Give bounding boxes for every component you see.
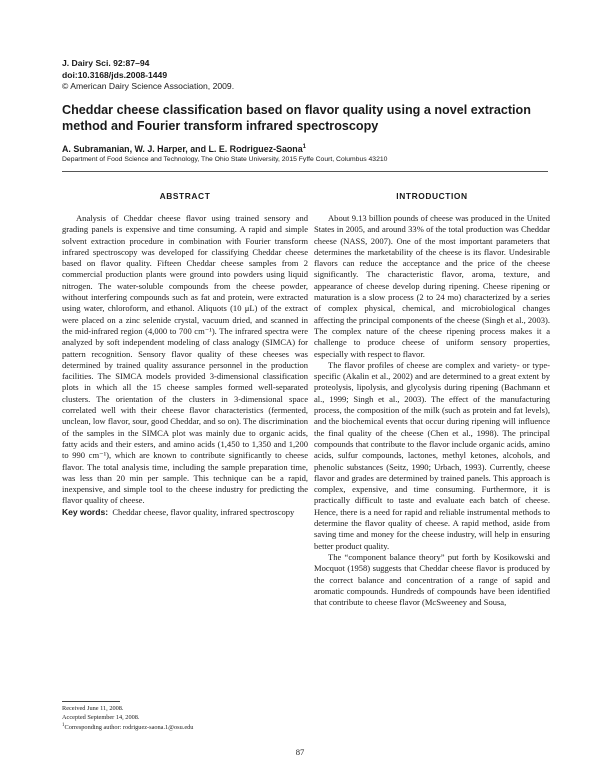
paper-title: Cheddar cheese classification based on flavor quality using a novel extraction method and Fourier transform infrared spectroscopy <box>62 103 531 133</box>
corresponding-mark: 1 <box>62 723 65 728</box>
keywords <box>62 507 308 518</box>
footnotes <box>62 701 312 733</box>
keywords-label: Key words: <box>62 506 109 517</box>
intro-paragraph: About 9.13 billion pounds of cheese was produced in the United States in 2005, and around 33% of the total production was Cheddar cheese (NASS, 2007). One of the most important parameters that determines the marketability of the cheese is its flavor. Undesirable flavors can reduce the acceptance and the price of the cheese significantly. The characteristic flavor, aroma, texture, and appearance of cheese develop during ripening. Cheese ripening or maturation is a slow process (2 to 24 mo) characterized by a series of complex physical, chemical, and microbiological changes affecting the principal components of the cheese (Singh et al., 2003). The complex nature of the cheese ripening process makes it a challenge to produce cheese of uniform sensory properties, especially with respect to flavor. <box>314 213 550 359</box>
header-rule <box>62 171 548 172</box>
received-date: Received June 11, 2008. <box>62 705 124 712</box>
introduction-heading: INTRODUCTION <box>396 191 468 201</box>
page-number: 87 <box>295 747 305 757</box>
author-footnote-mark: 1 <box>302 144 306 151</box>
abstract-text: Analysis of Cheddar cheese flavor using trained sensory and grading panels is expensive and time consuming. A rapid and simple solvent extraction procedure in combination with Fourier transform infrared spectroscopy was developed for classifying Cheddar cheese based on flavor quality. Fifteen Cheddar cheese samples from 2 commercial production plants were ground into powders using liquid nitrogen. The water-soluble compounds from the cheese powder, without interfering compounds such as fat and protein, were extracted using water, chloroform, and ethanol. Aliquots (10 μL) of the extract were placed on a zinc selenide crystal, vacuum dried, and scanned in the mid-infrared region (4,000 to 700 cm⁻¹). The infrared spectra were analyzed by soft independent modeling of class analogy (SIMCA) for pattern recognition. Sensory flavor quality of these cheeses was determined by trained quality assurance personnel in the production facilities. The SIMCA models provided 3-dimensional classification plots in which all the 15 cheese samples formed well-separated clusters. The orientation of the clusters in 3-dimensional space correlated well with their cheese flavor characteristics (fermented, unclean, low flavor, sour, good Cheddar, and so on). The discrimination of the samples in the SIMCA plot was mainly due to organic acids, fatty acids and their esters, and amino acids (1,450 to 1,350 and 1,200 to 990 cm⁻¹), which are known to contribute significantly to cheese flavor. The total analysis time, including the sample preparation time, was less than 20 min per sample. This technique can be a rapid, inexpensive, and simple tool to the cheese industry for predicting the flavor quality of cheese. <box>62 213 308 506</box>
keywords-list: Cheddar cheese, flavor quality, infrared spectroscopy <box>112 506 295 517</box>
journal-citation: J. Dairy Sci. 92:87–94 <box>62 58 150 68</box>
footnote-rule <box>62 701 120 702</box>
authors: A. Subramanian, W. J. Harper, and L. E. Rodriguez-Saona <box>62 144 303 154</box>
affiliation: Department of Food Science and Technology, The Ohio State University, 2015 Fyffe Court, Columbus 43210 <box>62 156 388 163</box>
doi: doi:10.3168/jds.2008-1449 <box>62 69 168 80</box>
abstract-heading: ABSTRACT <box>159 191 211 201</box>
introduction-column <box>314 191 550 608</box>
copyright: © American Dairy Science Association, 2009. <box>62 81 235 91</box>
intro-paragraph: The flavor profiles of cheese are complex and variety- or type-specific (Akalin et al., 2002) and are determined to a great extent by proteolysis, lipolysis, and glycolysis during ripening (Bachmann et al., 1999; Singh et al., 2003). The effect of the manufacturing process, the composition of the milk (such as protein and fat levels), and the biochemical events that occur during ripening will influence the final quality of the cheese (Chen et al., 1998). The principal compounds that contribute to the flavor include organic acids, amino acids, sulfur compounds, lactones, methyl ketones, alcohols, and phenolic substances (Seitz, 1990; Urbach, 1993). Currently, cheese flavor and grades are determined by trained panels. This approach is complex, expensive, and time consuming. Furthermore, it is practically difficult to taste and evaluate each batch of cheese. Hence, there is a need for rapid and reliable instrumental methods to determine the flavor quality of cheese. A rapid method, aside from saving time and money for the cheese industry, will help in ensuring better product quality. <box>314 359 550 551</box>
accepted-date: Accepted September 14, 2008. <box>62 713 140 721</box>
abstract-column <box>62 191 308 518</box>
corresponding-author <box>62 722 312 733</box>
journal-header <box>62 58 234 93</box>
intro-paragraph: The “component balance theory” put forth by Kosikowski and Mocquot (1958) suggests that Cheddar cheese flavor is produced by the correct balance and concentration of a range of sapid and aromatic compounds. Hundreds of compounds have been identified that contribute to cheese flavor (McSweeney and Sousa, <box>314 551 550 608</box>
author-line <box>62 144 306 154</box>
corresponding-text: Corresponding author: rodriguez-saona.1@osu.edu <box>64 724 194 732</box>
